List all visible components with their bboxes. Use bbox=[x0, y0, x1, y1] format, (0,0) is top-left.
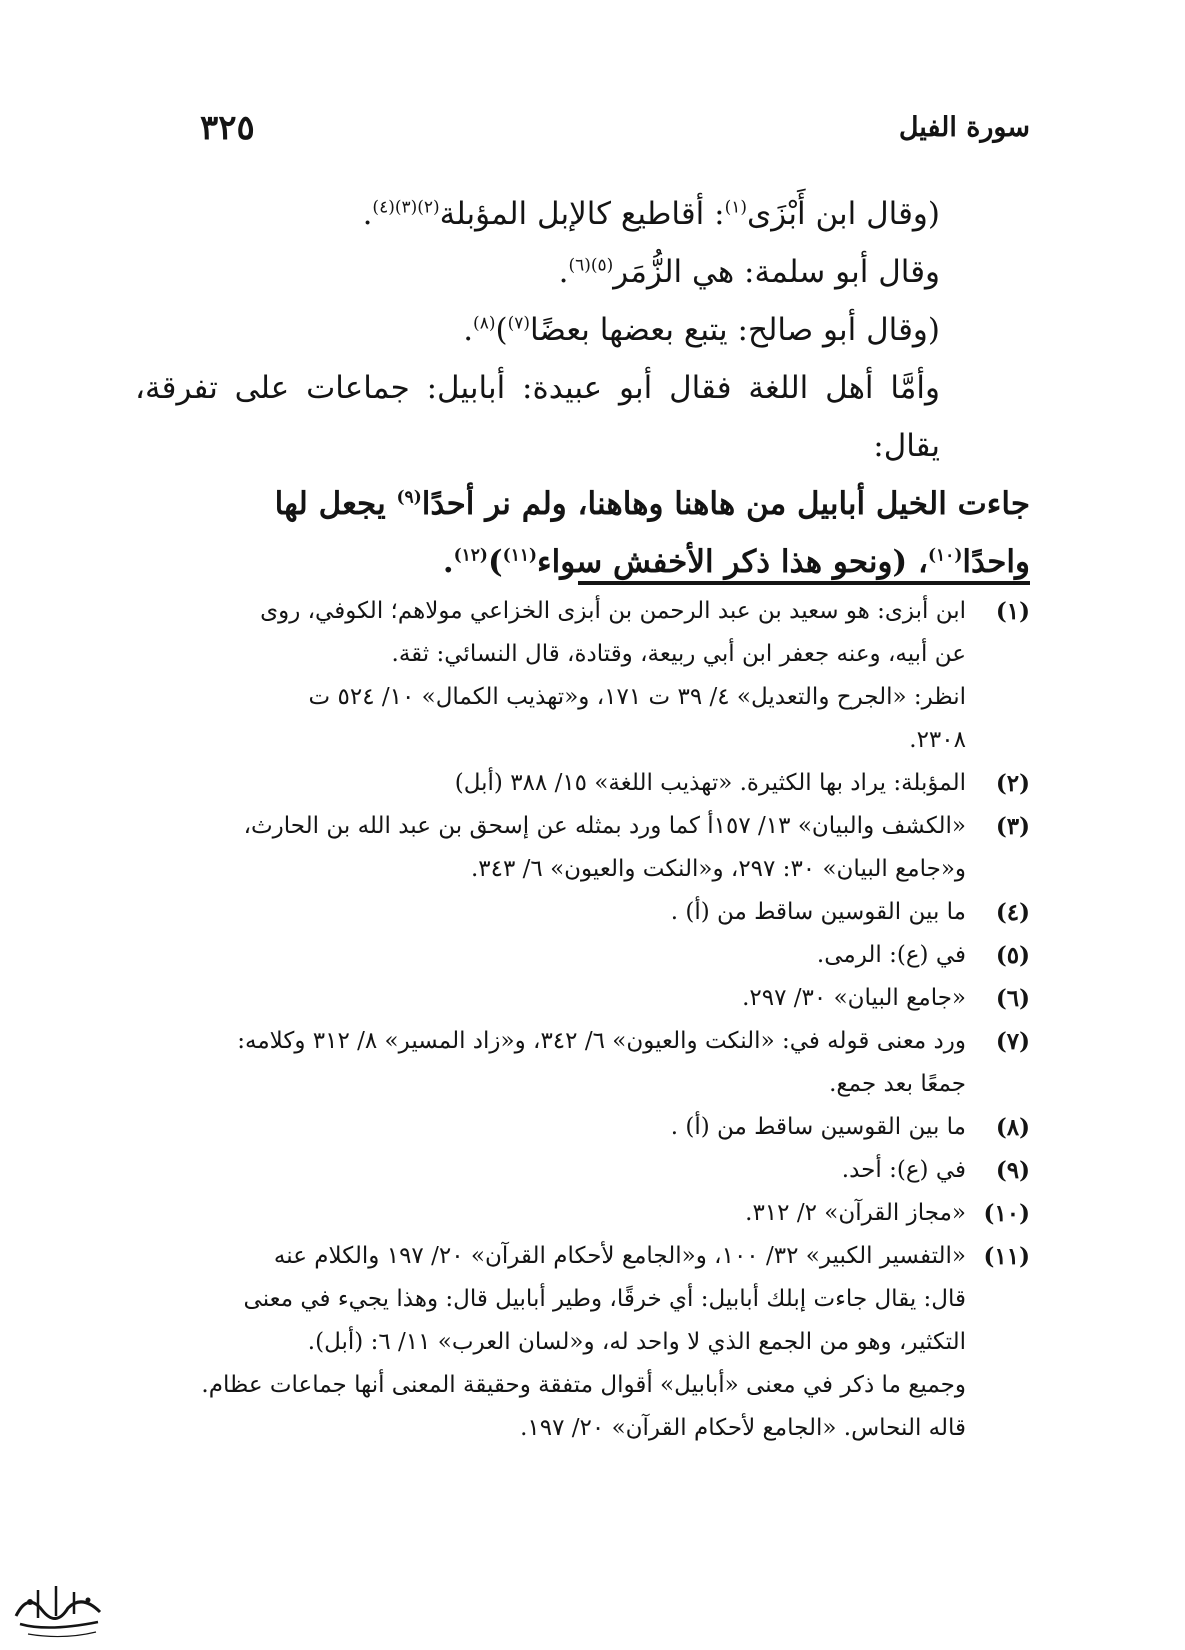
footnote-ref: (٧) bbox=[507, 313, 530, 334]
footnote-line: «التفسير الكبير» ٣٢/ ١٠٠، و«الجامع لأحكام القرآن» ٢٠/ ١٩٧ والكلام عنه bbox=[273, 1243, 966, 1269]
footnote-line: جمعًا بعد جمع. bbox=[829, 1071, 966, 1097]
footnote-7 bbox=[150, 1020, 1030, 1106]
footnote-ref: (٩) bbox=[396, 487, 422, 508]
main-line: وأمَّا أهل اللغة فقال أبو عبيدة: أبابيل: جماعات على تفرقة، يقال: bbox=[135, 370, 940, 464]
footnote-3 bbox=[150, 805, 1030, 891]
surah-title: سورة الفيل bbox=[898, 112, 1030, 143]
footnote-number: (١) bbox=[995, 598, 1030, 625]
footnote-separator bbox=[578, 581, 1030, 585]
footnote-number: (٥) bbox=[995, 942, 1030, 969]
footnote-number: (٣) bbox=[995, 813, 1030, 840]
footnote-number: (٦) bbox=[995, 985, 1030, 1012]
footnote-number: (١٠) bbox=[983, 1200, 1030, 1227]
page-number: ٣٢٥ bbox=[200, 108, 255, 148]
footnote-line: ما بين القوسين ساقط من (أ) . bbox=[670, 1114, 966, 1140]
footnote-line: «مجاز القرآن» ٢/ ٣١٢. bbox=[745, 1200, 966, 1226]
footnote-line: في (ع): الرمى. bbox=[816, 942, 966, 968]
footnote-6 bbox=[150, 977, 1030, 1020]
footnote-number: (٨) bbox=[995, 1114, 1030, 1141]
footnote-10 bbox=[150, 1192, 1030, 1235]
footnote-line: التكثير، وهو من الجمع الذي لا واحد له، و«لسان العرب» ١١/ ٦: (أبل). bbox=[307, 1329, 966, 1355]
footnote-ref: (٨) bbox=[473, 313, 496, 334]
footnote-9 bbox=[150, 1149, 1030, 1192]
footnote-line: قال: يقال جاءت إبلك أبابيل: أي خرقًا، وطير أبابيل قال: وهذا يجيء في معنى bbox=[243, 1286, 966, 1312]
main-text bbox=[135, 185, 1030, 591]
footnote-ref: (١١) bbox=[502, 545, 537, 566]
page-header bbox=[200, 108, 1030, 154]
footnote-line: «جامع البيان» ٣٠/ ٢٩٧. bbox=[742, 985, 966, 1011]
main-line: (وقال أبو صالح: يتبع بعضها بعضًا$^{(٧)}$)$^{(٨)}$. bbox=[463, 312, 940, 348]
main-line: جاءت الخيل أبابيل من هاهنا وهاهنا، ولم نر أحدًا$^{(٩)}$ يجعل لها bbox=[274, 486, 1030, 522]
footnote-1 bbox=[150, 590, 1030, 762]
footnote-number: (٧) bbox=[995, 1028, 1030, 1055]
main-line: (وقال ابن أَبْزَى$^{(١)}$: أقاطيع كالإبل المؤبلة$^{(٢)(٣)(٤)}$. bbox=[362, 196, 940, 232]
footnote-line: قاله النحاس. «الجامع لأحكام القرآن» ٢٠/ ١٩٧. bbox=[520, 1415, 966, 1441]
footnote-ref: (٥)(٦) bbox=[568, 255, 614, 276]
footnote-line: عن أبيه، وعنه جعفر ابن أبي ربيعة، وقتادة، قال النسائي: ثقة. bbox=[391, 641, 966, 667]
footnote-line: في (ع): أحد. bbox=[841, 1157, 966, 1183]
footnote-number: (٩) bbox=[995, 1157, 1030, 1184]
footnote-line: ٢٣٠٨. bbox=[909, 727, 966, 753]
footnote-line: و«جامع البيان» ٣٠: ٢٩٧، و«النكت والعيون» ٦/ ٣٤٣. bbox=[470, 856, 966, 882]
footnote-line: انظر: «الجرح والتعديل» ٤/ ٣٩ ت ١٧١، و«تهذيب الكمال» ١٠/ ٥٢٤ ت bbox=[308, 684, 966, 710]
footnote-number: (٢) bbox=[995, 770, 1030, 797]
main-line: واحدًا$^{(١٠)}$، (ونحو هذا ذكر الأخفش سواء$^{(١١)}$)$^{(١٢)}$. bbox=[442, 544, 1030, 580]
footnote-ref: (١٠) bbox=[928, 545, 963, 566]
footnote-line: ورد معنى قوله في: «النكت والعيون» ٦/ ٣٤٢، و«زاد المسير» ٨/ ٣١٢ وكلامه: bbox=[237, 1028, 966, 1054]
footnote-ref: (٢)(٣)(٤) bbox=[372, 197, 440, 218]
footnote-8 bbox=[150, 1106, 1030, 1149]
footnote-ref: (١٢) bbox=[453, 545, 488, 566]
footnote-line: ما بين القوسين ساقط من (أ) . bbox=[670, 899, 966, 925]
main-line: وقال أبو سلمة: هي الزُّمَر$^{(٥)(٦)}$. bbox=[558, 254, 940, 290]
footnotes bbox=[150, 590, 1030, 1450]
footnote-line: «الكشف والبيان» ١٣/ ١٥٧أ كما ورد بمثله عن إسحق بن عبد الله بن الحارث، bbox=[243, 813, 966, 839]
footnote-line: وجميع ما ذكر في معنى «أبابيل» أقوال متفقة وحقيقة المعنى أنها جماعات عظام. bbox=[201, 1372, 966, 1398]
footnote-11 bbox=[150, 1235, 1030, 1450]
footnote-line: المؤبلة: يراد بها الكثيرة. «تهذيب اللغة» ١٥/ ٣٨٨ (أبل) bbox=[454, 770, 966, 796]
footnote-number: (١١) bbox=[983, 1243, 1030, 1270]
publisher-logo bbox=[8, 1572, 110, 1644]
footnote-ref: (١) bbox=[724, 197, 747, 218]
footnote-2 bbox=[150, 762, 1030, 805]
footnote-5 bbox=[150, 934, 1030, 977]
footnote-number: (٤) bbox=[995, 899, 1030, 926]
footnote-4 bbox=[150, 891, 1030, 934]
footnote-line: ابن أبزى: هو سعيد بن عبد الرحمن بن أبزى الخزاعي مولاهم؛ الكوفي، روى bbox=[260, 598, 966, 624]
